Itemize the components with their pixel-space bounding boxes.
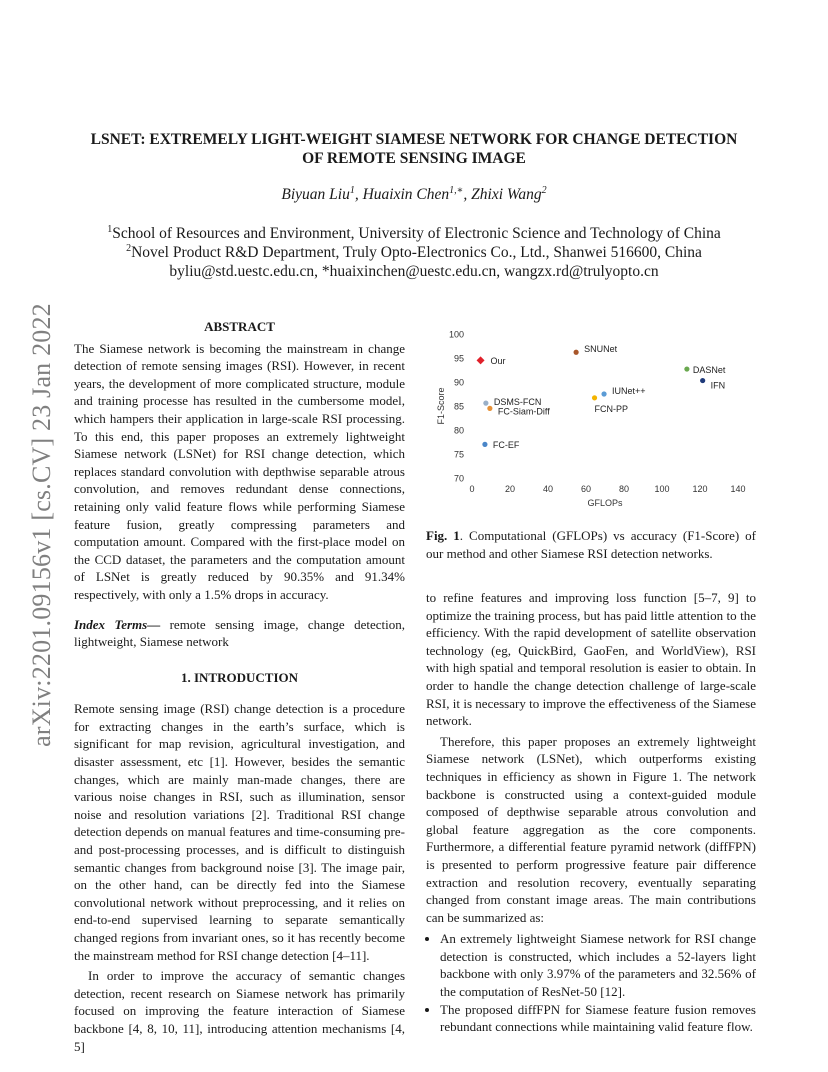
point-label-fc-ef: FC-EF bbox=[492, 439, 520, 450]
point-label-fcn-pp: FCN-PP bbox=[594, 403, 629, 414]
point-snunet bbox=[574, 350, 579, 355]
y-tick-label: 90 bbox=[453, 377, 464, 388]
intro-paragraph-4: Therefore, this paper proposes an extremely lightweight Siamese network (LSNet), which outperforms existing techniques in efficiency as shown in Figure 1. The network backbone is constructed using a context-guided module composed of depthwise separable atrous convolution and global feature aggregation as the core components. Furthermore, a differential feature pyramid network (diffFPN) is presented to perform progressive feature pair difference extraction and resolution recovery, eventually separating changed from constant image areas. The main contributions can be summarized as: bbox=[426, 733, 756, 925]
title-line-1: LSNET: EXTREMELY LIGHT-WEIGHT SIAMESE NETWORK FOR CHANGE DETECTION bbox=[90, 131, 738, 148]
point-label-fc-siam-diff: FC-Siam-Diff bbox=[497, 406, 550, 417]
chart-canvas bbox=[428, 322, 758, 512]
figure-1-scatter bbox=[428, 322, 758, 512]
x-axis-label: GFLOPs bbox=[587, 498, 623, 508]
abstract-text: The Siamese network is becoming the mainstream in change detection of remote sensing images (RSI). However, in recent years, the development of more complicated structure, module and training processe has resulted in the cumbersome model, which hampers their application in large-scale RSI processing. To this end, this paper proposes an extremely lightweight Siamese network (LSNet) for RSI change detection, which replaces standard convolution with depthwise separable atrous convolution, and removes redundant dense connections, retaining only valid feature flows while performing Siamese feature fusion, greatly compressing parameters and computation amount. Compared with the first-place model on the CCD dataset, the parameters and the computation amount of LSNet is greatly reduced by 90.35% and 91.34% respectively, with only a 1.5% drops in accuracy. bbox=[74, 340, 405, 602]
point-label-snunet: SNUNet bbox=[584, 344, 618, 355]
index-terms-label: Index Terms— bbox=[74, 616, 161, 632]
point-ifn bbox=[700, 378, 705, 383]
affiliation-1-text: School of Resources and Environment, University of Electronic Science and Technology of China bbox=[112, 225, 721, 242]
intro-heading: 1. INTRODUCTION bbox=[180, 669, 298, 685]
contribution-item-1: • An extremely lightweight Siamese network for RSI change detection is constructed, which includes a 52-layers light backbone with only 3.97% of the parameters and 32.56% of the computation of ResNet-50 [12]. bbox=[440, 930, 756, 1000]
arxiv-sidebar-stamp bbox=[22, 290, 62, 760]
arxiv-id: arXiv:2201.09156v1 [cs.CV] 23 Jan 2022 bbox=[27, 303, 56, 747]
affiliations bbox=[60, 224, 768, 281]
point-label-dasnet: DASNet bbox=[692, 365, 726, 376]
title-line-2: OF REMOTE SENSING IMAGE bbox=[302, 150, 526, 167]
x-tick-label: 20 bbox=[504, 484, 516, 494]
contribution-item-2: • The proposed diffFPN for Siamese feature fusion removes rebundant connections while maintaining valid feature flow. bbox=[440, 1001, 756, 1036]
y-tick-label: 85 bbox=[453, 401, 464, 412]
intro-paragraph-2: In order to improve the accuracy of semantic changes detection, recent research on Siamese network has primarily focused on improving the feature interaction of Siamese backbone [4, 8, 10, 11], introducing attention mechanisms [4, 5] bbox=[74, 968, 405, 1054]
x-tick-label: 100 bbox=[654, 484, 670, 494]
affiliation-1-mark: 1 bbox=[107, 224, 113, 235]
caption-label: Fig. 1 bbox=[426, 528, 460, 543]
affiliation-2 bbox=[60, 243, 768, 262]
affiliation-1 bbox=[60, 224, 768, 243]
x-tick-label: 0 bbox=[469, 484, 475, 494]
y-tick-label: 80 bbox=[453, 425, 464, 436]
y-tick-label: 100 bbox=[448, 329, 464, 340]
intro-paragraph-3: to refine features and improving loss function [5–7, 9] to optimize the training process, but has paid little attention to the efficiency. With the rapid development of satellite observation technology (eg, QuickBird, GaoFen, and WorldView), RSI with high spatial and temporal resolution is easier to obtain. In order to handle the change detection challenge of large-scale RSI, it is necessary to improve the effectiveness of the Siamese network. bbox=[426, 590, 756, 729]
author-list: Biyuan Liu$^1$, Huaixin Chen$^{1,∗}$, Zhixi Wang$^2$ bbox=[281, 185, 547, 203]
abstract-heading: ABSTRACT bbox=[204, 319, 275, 334]
y-tick-label: 75 bbox=[453, 449, 464, 460]
index-terms-text: remote sensing image, change detection, lightweight, Siamese network bbox=[74, 616, 405, 650]
point-fc-siam-diff bbox=[487, 406, 492, 411]
left-column bbox=[74, 318, 405, 1055]
affiliation-2-mark: 2 bbox=[126, 243, 132, 254]
point-label-iunet-: IUNet++ bbox=[612, 386, 646, 396]
x-tick-label: 60 bbox=[580, 484, 592, 494]
x-tick-label: 40 bbox=[542, 484, 554, 494]
y-axis-label: F1-Score bbox=[436, 387, 446, 425]
point-iunet- bbox=[601, 391, 606, 396]
y-tick-label: 70 bbox=[453, 473, 464, 484]
paper-title bbox=[60, 130, 768, 168]
right-column bbox=[426, 589, 756, 1036]
contribution-list bbox=[426, 930, 756, 1036]
point-label-dsms-fcn: DSMS-FCN bbox=[493, 397, 542, 408]
caption-text: . Computational (GFLOPs) vs accuracy (F1-Score) of our method and other Siamese RSI detection networks. bbox=[426, 528, 756, 561]
y-tick-label: 95 bbox=[453, 353, 464, 364]
author-3-affil: 2 bbox=[541, 185, 547, 196]
x-tick-label: 140 bbox=[730, 484, 746, 494]
author-emails: byliu@std.uestc.edu.cn, *huaixinchen@uestc.edu.cn, wangzx.rd@trulyopto.cn bbox=[169, 263, 659, 280]
point-dasnet bbox=[684, 366, 689, 371]
x-tick-label: 120 bbox=[692, 484, 708, 494]
author-1-affil: 1 bbox=[349, 185, 355, 196]
point-label-our: Our bbox=[490, 355, 506, 366]
author-2: Huaixin Chen bbox=[362, 186, 450, 203]
intro-paragraph-1: Remote sensing image (RSI) change detection is a procedure for extracting changes in the earth’s surface, which is significant for map revision, agricultural investigation, and disaster assessment, etc [1]. However, besides the semantic changes, which are mainly man-made changes, there are various noise changes in RSI, such as illumination, sensor noise and resolution variations [2]. Traditional RSI change detection depends on manual features and time-consuming pre- and post-processing processes, and is difficult to distinguish semantic changes from background noise [3]. The image pair, on the other hand, can be directly fed into the Siamese convolutional network without preprocessing, and it relies on end-to-end supervised learning to separate semantically changed regions from invariant ones, so it has recently become the mainstream method for RSI change detection [4–11]. bbox=[74, 701, 405, 963]
point-fcn-pp bbox=[592, 395, 597, 400]
figure-1-caption bbox=[426, 527, 756, 562]
point-our bbox=[477, 356, 485, 364]
point-fc-ef bbox=[482, 442, 487, 447]
point-label-ifn: IFN bbox=[710, 380, 726, 391]
author-1: Biyuan Liu bbox=[281, 186, 350, 203]
x-tick-label: 80 bbox=[618, 484, 630, 494]
index-terms bbox=[74, 616, 405, 651]
affiliation-2-text: Novel Product R&D Department, Truly Opto-Electronics Co., Ltd., Shanwei 516600, China bbox=[131, 244, 702, 261]
point-dsms-fcn bbox=[483, 401, 488, 406]
author-2-affil: 1,∗ bbox=[449, 185, 464, 196]
author-3: Zhixi Wang bbox=[471, 186, 542, 203]
